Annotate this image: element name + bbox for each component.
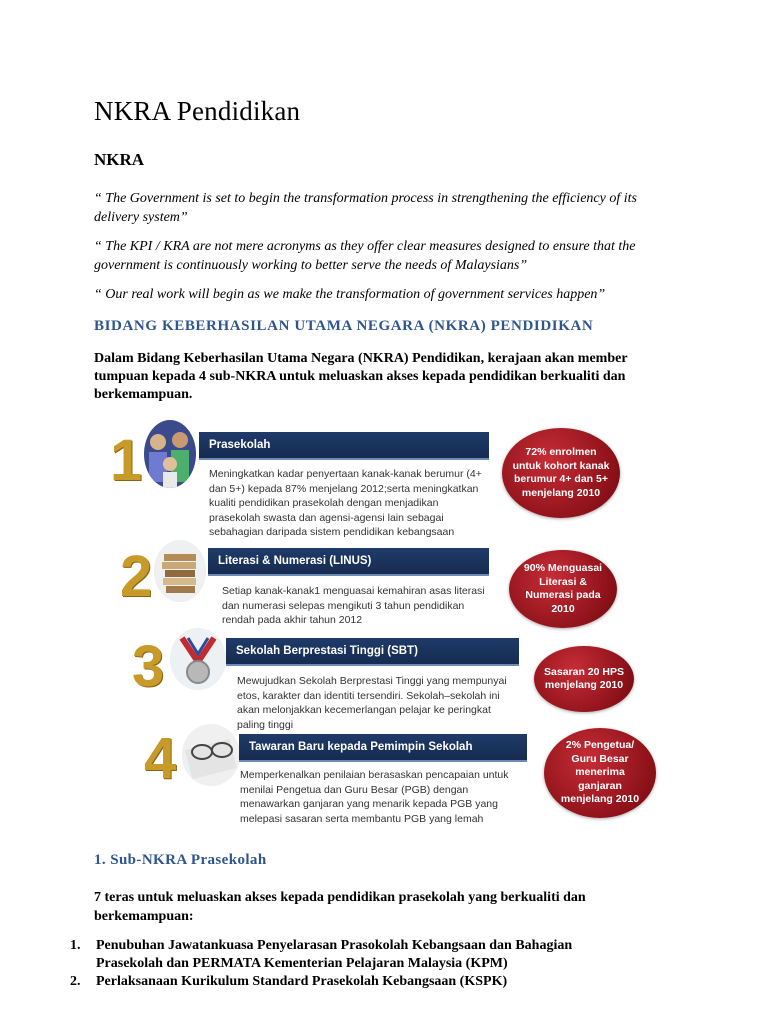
- section-heading: BIDANG KEBERHASILAN UTAMA NEGARA (NKRA) PENDIDIKAN: [94, 318, 594, 334]
- sub-nkra-intro: 7 teras untuk meluaskan akses kepada pendidikan prasekolah yang berkualiti dan berkemampuan:: [94, 890, 586, 924]
- target-badge: 90% Menguasai Literasi & Numerasi pada 2010: [509, 550, 617, 628]
- row-number: 2: [120, 544, 153, 609]
- list-item-number: 1.: [70, 938, 81, 953]
- list-item-text: Penubuhan Jawatankuasa Penyelarasan Prasokolah Kebangsaan dan Bahagian Prasekolah dan PERMATA Kementerian Pelajaran Malaysia (KPM): [96, 938, 573, 971]
- row-title-bar: Sekolah Berprestasi Tinggi (SBT): [226, 638, 519, 666]
- list-item: [70, 937, 630, 973]
- row-number: 1: [110, 428, 143, 493]
- row-description: Setiap kanak-kanak1 menguasai kemahiran asas literasi dan numerasi selepas mengikuti 3 tahun pendidikan rendah pada akhir tahun 2012: [222, 585, 485, 626]
- row-number: 4: [144, 726, 177, 791]
- sub-nkra-infographic: [94, 418, 674, 830]
- list-item: [70, 973, 630, 991]
- infographic-row-linus: [94, 540, 674, 638]
- list-item-text: Perlaksanaan Kurikulum Standard Prasekolah Kebangsaan (KSPK): [96, 974, 508, 989]
- row-title-bar: Literasi & Numerasi (LINUS): [208, 548, 489, 576]
- row-description: Mewujudkan Sekolah Berprestasi Tinggi yang mempunyai etos, karakter dan identiti tersendiri. Sekolah–sekolah ini akan melonjakkan kecemerlangan pelajar ke peringkat paling tinggi: [237, 675, 507, 731]
- intro-paragraph: Dalam Bidang Keberhasilan Utama Negara (NKRA) Pendidikan, kerajaan akan member tumpuan kepada 4 sub-NKRA untuk meluaskan akses kepada pendidikan berkualiti dan berkemampuan.: [94, 351, 628, 402]
- row-description: Meningkatkan kadar penyertaan kanak-kanak berumur (4+ dan 5+) kepada 87% menjelang 2012;serta meningkatkan kualiti pendidikan prasekolah dengan menjadikan prasekolah swasta dan agensi-agensi lain sebagai sebahagian daripada sistem pendidikan kebangsaan: [209, 468, 482, 538]
- children-photo-icon: [144, 420, 196, 488]
- row-title-bar: Prasekolah: [199, 432, 489, 460]
- target-badge: Sasaran 20 HPS menjelang 2010: [534, 646, 634, 712]
- page-title: NKRA Pendidikan: [94, 96, 301, 126]
- infographic-row-pemimpin: [94, 724, 674, 828]
- target-badge: 72% enrolmen untuk kohort kanak berumur 4+ dan 5+ menjelang 2010: [502, 428, 620, 518]
- books-icon: [154, 540, 206, 602]
- medal-icon: [170, 628, 226, 690]
- target-badge: 2% Pengetua/ Guru Besar menerima ganjaran menjelang 2010: [544, 728, 656, 818]
- quote-1: “ The Government is set to begin the transformation process in strengthening the efficiency of its delivery system”: [94, 191, 637, 225]
- quote-3: “ Our real work will begin as we make the transformation of government services happen”: [94, 287, 606, 302]
- infographic-row-sbt: [94, 628, 674, 731]
- nkra-subtitle: NKRA: [94, 150, 145, 169]
- row-number: 3: [132, 634, 165, 699]
- row-title-bar: Tawaran Baru kepada Pemimpin Sekolah: [239, 734, 527, 762]
- teras-list: [70, 937, 630, 991]
- quote-2: “ The KPI / KRA are not mere acronyms as they offer clear measures designed to ensure that the government is continuously working to better serve the needs of Malaysians”: [94, 239, 636, 273]
- row-description: Memperkenalkan penilaian berasaskan pencapaian untuk menilai Pengetua dan Guru Besar (PGB) dengan menawarkan ganjaran yang menarik kepada PGB yang melepasi sasaran serta membantu PGB yang lemah: [240, 769, 509, 825]
- list-item-number: 2.: [70, 974, 81, 989]
- infographic-row-prasekolah: [94, 418, 674, 538]
- sub-nkra-heading: 1. Sub-NKRA Prasekolah: [94, 852, 267, 868]
- glasses-icon: [182, 724, 240, 786]
